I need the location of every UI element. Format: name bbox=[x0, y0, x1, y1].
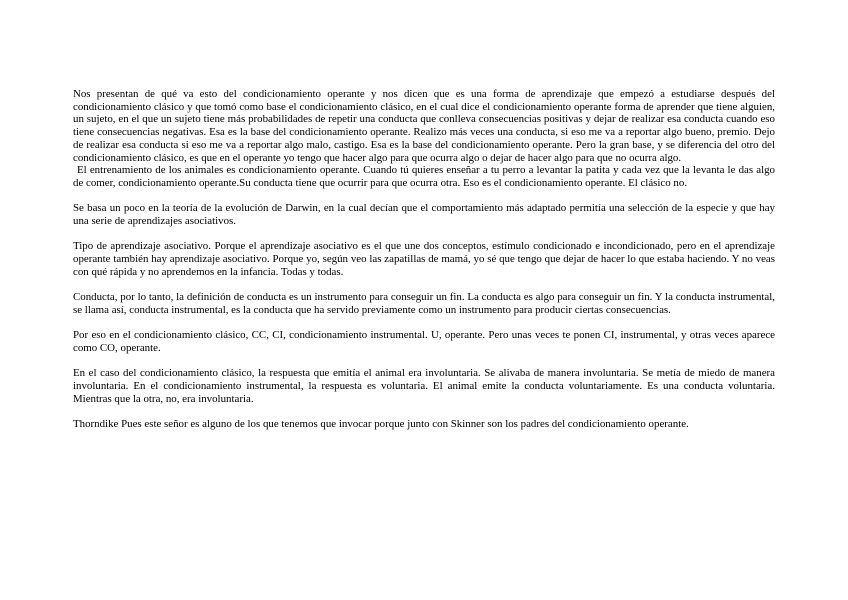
paragraph-thorndike: Thorndike Pues este señor es alguno de los que tenemos que invocar porque junto con Skinner son los padres del condicionamiento operante. bbox=[73, 418, 689, 431]
paragraph-animal-training: El entrenamiento de los animales es condicionamiento operante. Cuando tú quieres enseñar a tu perro a levantar la patita y cada vez que la levanta le das algo de comer, condicionamiento operante.Su conducta tiene que ocurrir para que ocurra otra. Eso es el condicionamiento operante. El clásico no. bbox=[73, 164, 775, 189]
paragraph-operant-intro: Nos presentan de qué va esto del condicionamiento operante y nos dicen que es una forma de aprendizaje que empezó a estudiarse después del condicionamiento clásico y que tomó como base el condicionamiento clásico, en el cual dice el condicionamiento operante forma de aprender que tiene alguien, un sujeto, en el que un sujeto tiene más probabilidades de repetir una conducta que conlleva consecuencias positivas y dejar de realizar esa conducta cuando eso tiene consecuencias negativas. Esa es la base del condicionamiento operante. Realizo más veces una conducta, si eso me va a reportar algo bueno, premio. Dejo de realizar esa conducta si eso me va a reportar algo malo, castigo. Esa es la base del condicionamiento operante. Pero la gran base, y se diferencia del otro del condicionamiento clásico, es que en el operante yo tengo que hacer algo para que ocurra algo o dejar de hacer algo para que no ocurra algo. bbox=[73, 88, 775, 164]
paragraph-abbreviations: Por eso en el condicionamiento clásico, CC, CI, condicionamiento instrumental. U, operante. Pero unas veces te ponen CI, instrumental, y otras veces aparece como CO, operante. bbox=[73, 329, 775, 354]
document-page bbox=[73, 88, 775, 444]
paragraph-conduct-definition: Conducta, por lo tanto, la definición de conducta es un instrumento para conseguir un fin. La conducta es algo para conseguir un fin. Y la conducta instrumental, se llama así, conducta instrumental, es la conducta que ha servido previamente como un instrumento para producir ciertas consecuencias. bbox=[73, 291, 775, 316]
paragraph-darwin: Se basa un poco en la teoría de la evolución de Darwin, en la cual decían que el comportamiento más adaptado permitía una selección de la especie y que hay una serie de aprendizajes asociativos. bbox=[73, 202, 775, 228]
paragraph-associative-learning: Tipo de aprendizaje asociativo. Porque el aprendizaje asociativo es el que une dos conceptos, estímulo condicionado e incondicionado, pero en el aprendizaje operante también hay aprendizaje asociativo. Porque yo, según veo las zapatillas de mamá, yo sé que tengo que dejar de hacer lo que estaba haciendo. Y no veas con qué rápida y no aprendemos en la infancia. Todas y todas. bbox=[73, 240, 775, 278]
paragraph-voluntary-response: En el caso del condicionamiento clásico, la respuesta que emitía el animal era involuntaria. Se alivaba de manera involuntaria. Se metía de miedo de manera involuntaria. En el condicionamiento instrumental, la respuesta es voluntaria. El animal emite la conducta voluntariamente. Es una conducta voluntaria. Mientras que la otra, no, era involuntaria. bbox=[73, 367, 775, 405]
